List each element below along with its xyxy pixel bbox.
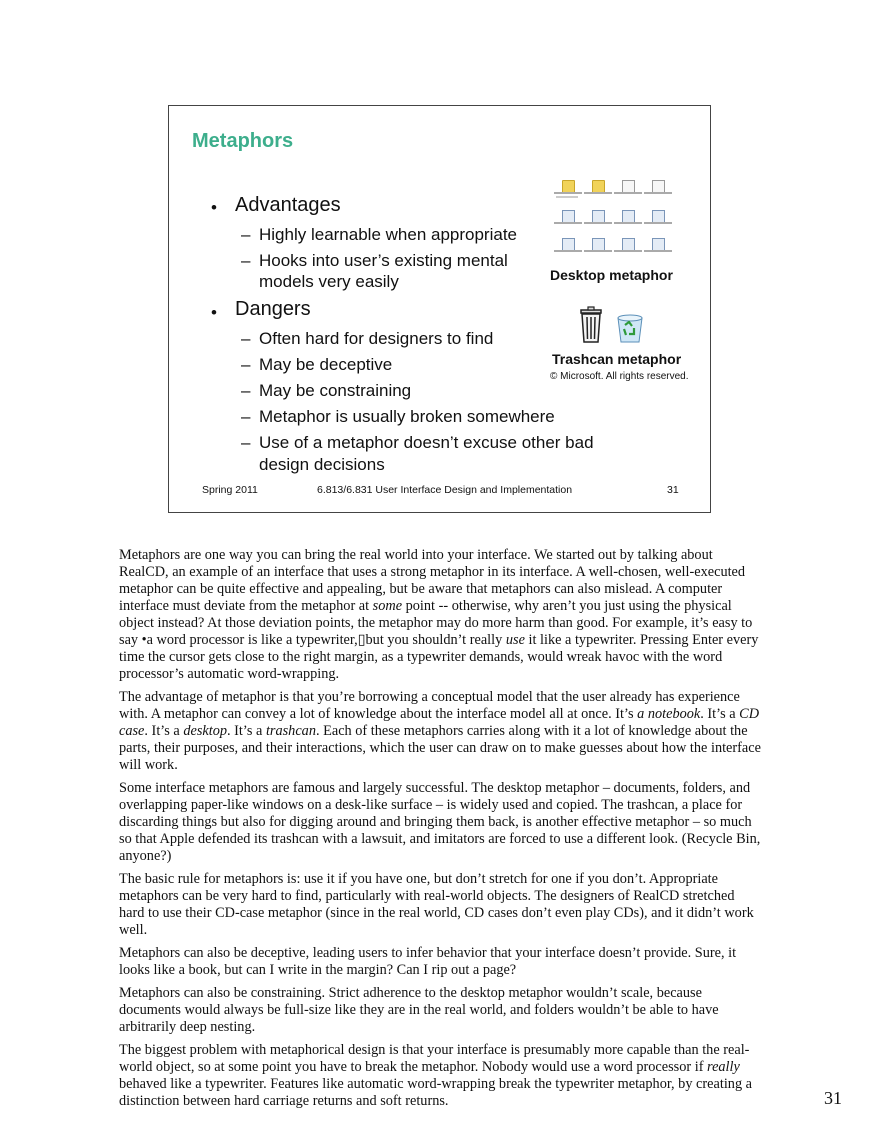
- file-icon: [644, 208, 672, 230]
- advantage-item: Hooks into user’s existing mental: [259, 251, 508, 270]
- desktop-screenshot: [554, 176, 704, 266]
- notes-paragraph: The advantage of metaphor is that you’re borrowing a conceptual model that the user already has experience with. A metaphor can convey a lot of knowledge about the interface model all at once. It’s a notebook. It’s a CD case. It’s a desktop. It’s a trashcan. Each of these metaphors carries along with it a lot of knowledge about the parts, their purposes, and their interactions, which the user can draw on to make guesses about how the interface will work.: [119, 689, 761, 773]
- notes-paragraph: Metaphors can also be constraining. Strict adherence to the desktop metaphor wouldn’t scale, because documents would always be full-size like they are in the real world, and folders wouldn’t be able to have arbitrarily deep nesting.: [119, 985, 719, 1035]
- advantages-heading: Advantages: [235, 194, 341, 216]
- document-icon: [644, 178, 672, 200]
- lecture-notes: [119, 547, 761, 1116]
- bullet-icon: •: [211, 303, 217, 322]
- slide-title: Metaphors: [192, 130, 294, 152]
- slide-footer-number: 31: [667, 484, 679, 496]
- dangers-heading: Dangers: [235, 298, 311, 320]
- notes-paragraph: Metaphors can also be deceptive, leading users to infer behavior that your interface doesn’t provide. Sure, it looks like a book, but can I write in the margin? Can I rip out a page?: [119, 945, 737, 978]
- dash-icon: –: [241, 355, 251, 374]
- danger-item: Often hard for designers to find: [259, 329, 494, 348]
- folder-icon: [554, 178, 582, 200]
- trashcan-caption: Trashcan metaphor: [552, 351, 682, 367]
- dash-icon: –: [241, 225, 251, 244]
- danger-item: Metaphor is usually broken somewhere: [259, 407, 555, 426]
- danger-item: May be deceptive: [259, 355, 393, 374]
- dash-icon: –: [241, 407, 251, 426]
- notes-paragraph: The biggest problem with metaphorical design is that your interface is presumably more capable than the real-world object, so at some point you have to break the metaphor. Nobody would use a word processor if really behaved like a typewriter. Features like automatic word-wrapping break the typewriter metaphor, by creating a distinction between hard carriage returns and soft returns.: [119, 1042, 753, 1109]
- recycle-bin-icon: [615, 312, 645, 349]
- slide-footer-term: Spring 2011: [202, 484, 258, 496]
- dash-icon: –: [241, 329, 251, 348]
- document-icon: [614, 178, 642, 200]
- slide-footer-course: 6.813/6.831 User Interface Design and Implementation: [317, 484, 573, 496]
- file-icon: [644, 236, 672, 258]
- danger-item-continued: design decisions: [259, 455, 385, 474]
- dash-icon: –: [241, 433, 251, 452]
- advantage-item-continued: models very easily: [259, 272, 399, 291]
- dash-icon: –: [241, 251, 251, 270]
- copyright-notice: © Microsoft. All rights reserved.: [550, 371, 689, 382]
- advantage-item: Highly learnable when appropriate: [259, 225, 517, 244]
- folder-icon: [584, 178, 612, 200]
- danger-item: May be constraining: [259, 381, 412, 400]
- lecture-slide: [168, 105, 711, 513]
- notes-paragraph: The basic rule for metaphors is: use it if you have one, but don’t stretch for one if you don’t. Appropriate metaphors can be very hard to find, particularly with real-world objects. The designers of RealCD stretched hard to use their CD-case metaphor (since in the real world, CD cases don’t even play CDs), and it didn’t work well.: [119, 871, 754, 938]
- file-icon: [614, 208, 642, 230]
- notes-paragraph: Metaphors are one way you can bring the real world into your interface. We started out by talking about RealCD, an example of an interface that uses a strong metaphor in its interface. A well-chosen, well-executed metaphor can be quite effective and appealing, but be aware that metaphors can also mislead. A computer interface must deviate from the metaphor at some point -- otherwise, why aren’t you just using the physical object instead? At those deviation points, the metaphor may do more harm than good. For example, it’s easy to say •a word processor is like a typewriter,▯but you shouldn’t really use it like a typewriter. Pressing Enter every time the cursor gets close to the right margin, as a typewriter demands, would wreak havoc with the word processor’s automatic word-wrapping.: [119, 547, 759, 682]
- file-icon: [554, 236, 582, 258]
- file-icon: [614, 236, 642, 258]
- notes-paragraph: Some interface metaphors are famous and largely successful. The desktop metaphor – documents, folders, and overlapping paper-like windows on a desk-like surface – is widely used and copied. The trashcan, a place for discarding things but also for digging around and bringing them back, is another effective metaphor – so much so that Apple defended its trashcan with a lawsuit, and imitators are forced to use a different look. (Recycle Bin, anyone?): [119, 780, 761, 864]
- file-icon: [584, 236, 612, 258]
- trashcan-icon: [577, 306, 605, 349]
- file-icon: [554, 208, 582, 230]
- desktop-caption: Desktop metaphor: [550, 267, 673, 283]
- dash-icon: –: [241, 381, 251, 400]
- file-icon: [584, 208, 612, 230]
- bullet-icon: •: [211, 198, 217, 217]
- page-number: 31: [824, 1088, 842, 1108]
- danger-item: Use of a metaphor doesn’t excuse other bad: [259, 433, 594, 452]
